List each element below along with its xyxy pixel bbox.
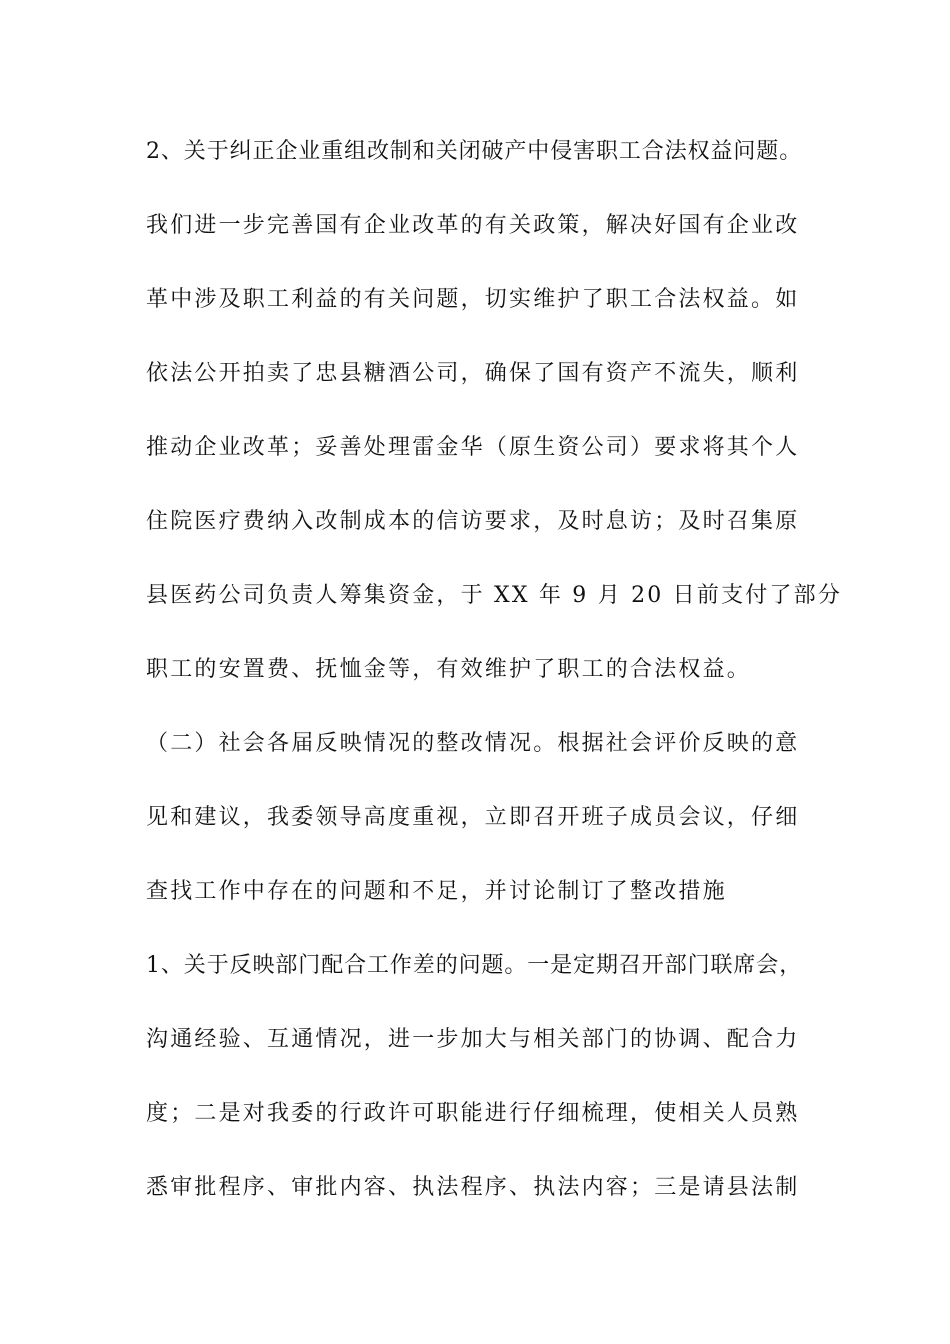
text-line-14: 度；二是对我委的行政许可职能进行仔细梳理，使相关人员熟: [146, 1101, 800, 1126]
text-line-11: 查找工作中存在的问题和不足，并讨论制订了整改措施: [146, 879, 727, 904]
text-line-5: 推动企业改革；妥善处理雷金华（原生资公司）要求将其个人: [146, 435, 800, 460]
text-line-13: 沟通经验、互通情况，进一步加大与相关部门的协调、配合力: [146, 1027, 800, 1052]
text-line-1: 2、关于纠正企业重组改制和关闭破产中侵害职工合法权益问题。: [146, 139, 803, 164]
text-line-6: 住院医疗费纳入改制成本的信访要求，及时息访；及时召集原: [146, 509, 800, 534]
text-line-7: 县医药公司负责人筹集资金，于 XX 年 9 月 20 日前支付了部分: [146, 583, 843, 608]
text-line-3: 革中涉及职工利益的有关问题，切实维护了职工合法权益。如: [146, 287, 800, 312]
text-line-4: 依法公开拍卖了忠县糖酒公司，确保了国有资产不流失，顺利: [146, 361, 800, 386]
text-line-2: 我们进一步完善国有企业改革的有关政策，解决好国有企业改: [146, 213, 800, 238]
text-line-8: 职工的安置费、抚恤金等，有效维护了职工的合法权益。: [146, 657, 752, 682]
text-line-15: 悉审批程序、审批内容、执法程序、执法内容；三是请县法制: [146, 1175, 800, 1200]
text-line-12: 1、关于反映部门配合工作差的问题。一是定期召开部门联席会，: [146, 953, 803, 978]
text-line-10: 见和建议，我委领导高度重视，立即召开班子成员会议，仔细: [146, 805, 800, 830]
text-line-9: （二）社会各届反映情况的整改情况。根据社会评价反映的意: [146, 731, 800, 756]
